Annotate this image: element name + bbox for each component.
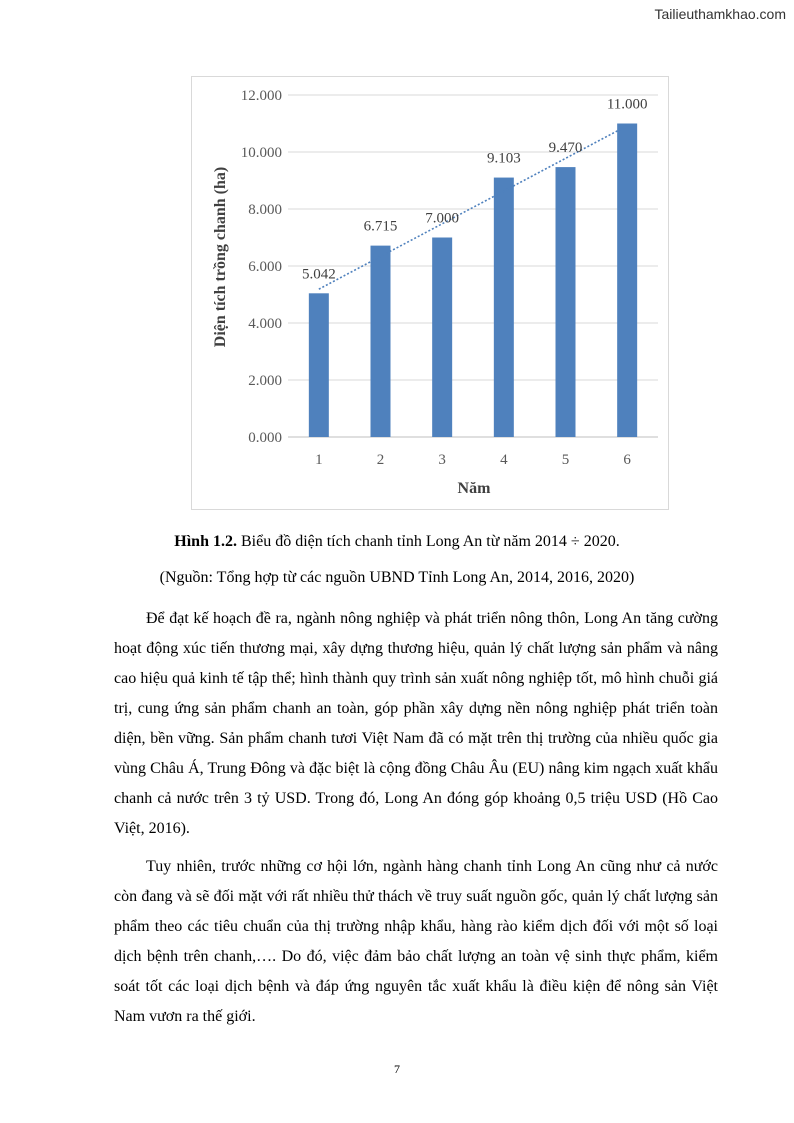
bar-value-label: 6.715 [363,218,398,235]
figure-source: (Nguồn: Tổng hợp từ các nguồn UBND Tỉnh Long An, 2014, 2016, 2020) [159,569,635,586]
bar-chart [192,77,668,509]
watermark: Tailieuthamkhao.com [654,6,786,22]
x-tick-label: 4 [500,452,508,468]
x-tick-label: 5 [561,452,570,468]
y-tick-label: 10.000 [240,145,282,161]
x-tick-label: 1 [315,452,323,468]
y-tick-label: 4.000 [248,316,282,332]
bar-value-label: 7.000 [425,210,460,227]
body-text [114,604,718,1040]
bar-value-label: 9.103 [486,150,521,167]
y-tick-label: 12.000 [240,88,282,104]
figure-caption-label: Hình 1.2. [174,533,237,550]
bar [494,178,514,437]
bar-value-label: 5.042 [301,266,336,283]
y-tick-label: 0.000 [248,430,282,446]
y-tick-label: 8.000 [248,202,282,218]
bar [556,167,576,437]
y-tick-label: 6.000 [248,259,282,275]
figure-caption [0,533,794,551]
paragraph: Tuy nhiên, trước những cơ hội lớn, ngành hàng chanh tỉnh Long An cũng như cả nước còn đang và sẽ đối mặt với rất nhiều thử thách về truy suất nguồn gốc, quản lý chất lượng sản phẩm theo các tiêu chuẩn của thị trường nhập khẩu, hàng rào kiểm dịch đối với một số loại dịch bệnh trên chanh,…. Do đó, việc đảm bảo chất lượng an toàn vệ sinh thực phẩm, kiểm soát tốt các loại dịch bệnh và đáp ứng nguyên tắc xuất khẩu là điều kiện để nông sản Việt Nam vươn ra thế giới. [114,858,718,1025]
paragraph: Để đạt kế hoạch đề ra, ngành nông nghiệp và phát triển nông thôn, Long An tăng cường hoạt động xúc tiến thương mại, xây dựng thương hiệu, quản lý chất lượng sản phẩm và nâng cao hiệu quả kinh tế tập thể; hình thành quy trình sản xuất nông nghiệp tốt, mô hình chuỗi giá trị, cung ứng sản phẩm chanh an toàn, góp phần xây dựng nền nông nghiệp phát triển toàn diện, bền vững. Sản phẩm chanh tươi Việt Nam đã có mặt trên thị trường của nhiều quốc gia vùng Châu Á, Trung Đông và đặc biệt là cộng đồng Châu Âu (EU) nâng kim ngạch xuất khẩu chanh cả nước trên 3 tỷ USD. Trong đó, Long An đóng góp khoảng 0,5 triệu USD (Hồ Cao Việt, 2016). [114,610,718,837]
bar-value-label: 9.470 [548,140,583,157]
figure-caption-text: Biểu đồ diện tích chanh tỉnh Long An từ năm 2014 ÷ 2020. [236,533,620,550]
page-number: 7 [394,1062,400,1076]
bar [432,238,452,438]
bar-value-label: 11.000 [606,96,648,113]
x-tick-label: 2 [376,452,385,468]
x-tick-label: 3 [438,452,446,468]
chart-frame [191,76,669,510]
bar [309,293,329,437]
bar [617,124,637,438]
y-axis-title: Diện tích trồng chanh (ha) [212,166,229,348]
y-tick-label: 2.000 [248,373,282,389]
x-tick-label: 6 [623,452,631,468]
bar [371,246,391,437]
x-axis-title: Năm [457,480,491,497]
